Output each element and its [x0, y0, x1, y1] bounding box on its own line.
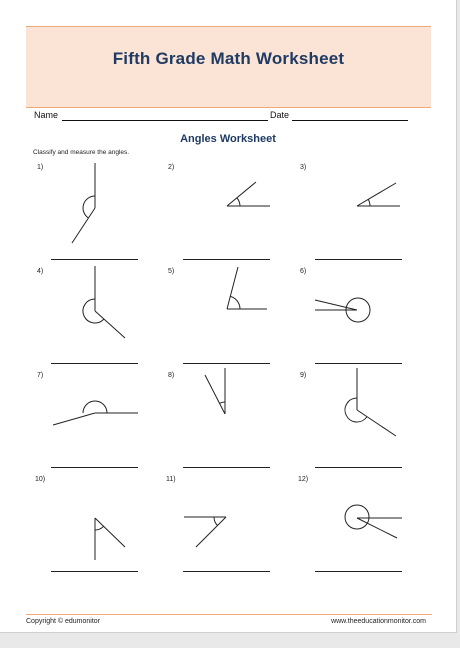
name-label: Name: [34, 110, 59, 120]
question-label-6: 6): [300, 268, 307, 275]
angle-figure-8: [205, 368, 225, 414]
question-label-10: 10): [35, 476, 46, 483]
page-title: Fifth Grade Math Worksheet: [112, 49, 345, 68]
angle-figure-2: [227, 182, 270, 206]
angle-figure-5: [227, 267, 267, 309]
question-label-12: 12): [298, 476, 309, 483]
angle-figure-9: [345, 368, 396, 436]
angle-figure-7: [53, 401, 138, 425]
angle-figure-4: [83, 266, 125, 338]
question-label-4: 4): [37, 268, 44, 275]
footer-divider: [26, 614, 432, 615]
angle-figure-10: [95, 518, 125, 560]
question-label-7: 7): [37, 372, 44, 379]
angle-figure-11: [184, 517, 226, 547]
question-label-3: 3): [300, 164, 307, 171]
question-label-8: 8): [168, 372, 175, 379]
question-label-2: 2): [168, 164, 175, 171]
angle-figure-1: [72, 163, 95, 243]
date-label: Date: [270, 110, 290, 120]
footer-website: www.theeducationmonitor.com: [331, 618, 426, 625]
question-label-1: 1): [37, 164, 44, 171]
angle-figure-3: [357, 183, 400, 206]
angle-figure-6: [315, 298, 370, 322]
worksheet-subtitle: Angles Worksheet: [180, 133, 276, 145]
instructions: Classify and measure the angles.: [33, 149, 130, 156]
question-label-9: 9): [300, 372, 307, 379]
question-label-5: 5): [168, 268, 175, 275]
angle-figure-12: [345, 505, 402, 538]
question-label-11: 11): [166, 476, 176, 483]
footer-copyright: Copyright © edumonitor: [26, 618, 101, 625]
